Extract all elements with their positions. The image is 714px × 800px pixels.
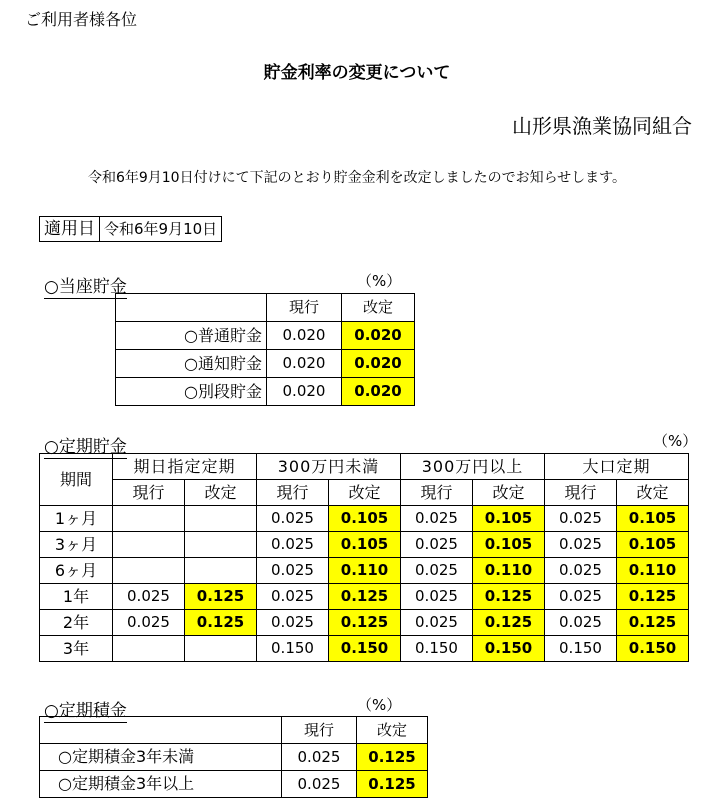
sub-header-row <box>40 480 689 506</box>
rate-current: 0.025 <box>401 532 473 558</box>
blank-cell <box>40 717 282 744</box>
row-name: ○定期積金3年以上 <box>40 771 282 798</box>
rate-revised: 0.105 <box>473 506 545 532</box>
col-current: 現行 <box>267 294 342 322</box>
rate-revised <box>185 636 257 662</box>
rate-revised: 0.105 <box>617 506 689 532</box>
col-current: 現行 <box>113 480 185 506</box>
rate-current: 0.025 <box>545 532 617 558</box>
table-row <box>40 532 689 558</box>
rate-current <box>113 636 185 662</box>
organization-name: 山形県漁業協同組合 <box>512 114 692 138</box>
rate-revised <box>185 506 257 532</box>
rate-current: 0.020 <box>267 378 342 406</box>
rate-revised: 0.125 <box>185 584 257 610</box>
rate-revised: 0.150 <box>617 636 689 662</box>
rate-revised: 0.105 <box>329 506 401 532</box>
rate-current: 0.025 <box>545 506 617 532</box>
rate-current: 0.025 <box>401 558 473 584</box>
col-current: 現行 <box>545 480 617 506</box>
rate-current: 0.025 <box>257 532 329 558</box>
rate-current: 0.025 <box>545 558 617 584</box>
rate-current: 0.025 <box>257 506 329 532</box>
rate-current: 0.025 <box>113 584 185 610</box>
rate-revised: 0.125 <box>473 584 545 610</box>
effective-date-value: 令和6年9月10日 <box>100 217 222 242</box>
rate-current: 0.025 <box>545 584 617 610</box>
table-row <box>116 350 415 378</box>
rate-current: 0.025 <box>282 744 357 771</box>
installment-heading: ○定期積金 <box>44 701 127 721</box>
group-header: 期日指定定期 <box>113 454 257 480</box>
rate-current: 0.025 <box>113 610 185 636</box>
period-cell: 1年 <box>40 584 113 610</box>
current-account-table <box>115 293 415 406</box>
period-cell: 1ヶ月 <box>40 506 113 532</box>
table-header-row <box>40 717 428 744</box>
notice-text: 令和6年9月10日付けにて下記のとおり貯金金利を改定しましたのでお知らせします。 <box>87 170 627 186</box>
row-name: ○普通貯金 <box>116 322 267 350</box>
rate-current: 0.150 <box>401 636 473 662</box>
table-row <box>40 636 689 662</box>
rate-current: 0.025 <box>282 771 357 798</box>
rate-current: 0.025 <box>401 584 473 610</box>
rate-current <box>113 558 185 584</box>
table-header-row <box>116 294 415 322</box>
col-revised: 改定 <box>329 480 401 506</box>
rate-current: 0.025 <box>257 610 329 636</box>
period-cell: 3年 <box>40 636 113 662</box>
rate-current <box>113 532 185 558</box>
table-row <box>40 558 689 584</box>
col-revised: 改定 <box>473 480 545 506</box>
rate-revised: 0.110 <box>617 558 689 584</box>
rate-current: 0.025 <box>401 610 473 636</box>
group-header: 大口定期 <box>545 454 689 480</box>
rate-revised: 0.105 <box>617 532 689 558</box>
rate-revised <box>185 558 257 584</box>
period-cell: 3ヶ月 <box>40 532 113 558</box>
col-revised: 改定 <box>357 717 428 744</box>
rate-revised: 0.125 <box>357 744 428 771</box>
rate-current: 0.025 <box>545 610 617 636</box>
table-row <box>116 322 415 350</box>
col-revised: 改定 <box>185 480 257 506</box>
time-deposit-table <box>39 453 689 662</box>
table-row <box>40 771 428 798</box>
effective-date-table <box>39 216 222 242</box>
effective-date-label: 適用日 <box>40 217 100 242</box>
rate-revised: 0.020 <box>342 378 415 406</box>
current-account-heading: ○当座貯金 <box>44 277 127 297</box>
rate-current: 0.150 <box>257 636 329 662</box>
rate-current: 0.025 <box>401 506 473 532</box>
rate-revised: 0.150 <box>329 636 401 662</box>
rate-revised: 0.110 <box>473 558 545 584</box>
period-label: 期間 <box>40 454 113 506</box>
installment-unit: （%） <box>357 696 402 714</box>
rate-current: 0.025 <box>257 558 329 584</box>
rate-revised: 0.105 <box>473 532 545 558</box>
time-deposit-heading: ○定期貯金 <box>44 437 127 457</box>
period-cell: 6ヶ月 <box>40 558 113 584</box>
installment-table <box>39 716 428 798</box>
rate-revised: 0.125 <box>329 584 401 610</box>
rate-revised: 0.125 <box>185 610 257 636</box>
group-header: 300万円以上 <box>401 454 545 480</box>
time-deposit-body <box>40 506 689 662</box>
table-row <box>40 744 428 771</box>
period-cell: 2年 <box>40 610 113 636</box>
row-name: ○別段貯金 <box>116 378 267 406</box>
rate-current: 0.020 <box>267 322 342 350</box>
rate-revised: 0.020 <box>342 322 415 350</box>
table-row <box>116 378 415 406</box>
rate-revised: 0.125 <box>617 584 689 610</box>
rate-revised: 0.150 <box>473 636 545 662</box>
rate-revised <box>185 532 257 558</box>
row-name: ○通知貯金 <box>116 350 267 378</box>
table-row <box>40 506 689 532</box>
addressee: ご利用者様各位 <box>25 10 138 29</box>
col-revised: 改定 <box>342 294 415 322</box>
rate-revised: 0.125 <box>473 610 545 636</box>
rate-revised: 0.105 <box>329 532 401 558</box>
rate-current: 0.020 <box>267 350 342 378</box>
rate-revised: 0.110 <box>329 558 401 584</box>
col-current: 現行 <box>257 480 329 506</box>
table-row <box>40 584 689 610</box>
rate-revised: 0.125 <box>357 771 428 798</box>
table-row <box>40 610 689 636</box>
rate-revised: 0.020 <box>342 350 415 378</box>
group-header: 300万円未満 <box>257 454 401 480</box>
col-current: 現行 <box>282 717 357 744</box>
group-header-row <box>40 454 689 480</box>
rate-current: 0.150 <box>545 636 617 662</box>
col-revised: 改定 <box>617 480 689 506</box>
time-deposit-unit: （%） <box>653 432 698 450</box>
blank-cell <box>116 294 267 322</box>
rate-revised: 0.125 <box>329 610 401 636</box>
col-current: 現行 <box>401 480 473 506</box>
current-account-unit: （%） <box>357 272 402 290</box>
row-name: ○定期積金3年未満 <box>40 744 282 771</box>
rate-current <box>113 506 185 532</box>
document-title: 貯金利率の変更について <box>263 63 451 83</box>
rate-current: 0.025 <box>257 584 329 610</box>
rate-revised: 0.125 <box>617 610 689 636</box>
